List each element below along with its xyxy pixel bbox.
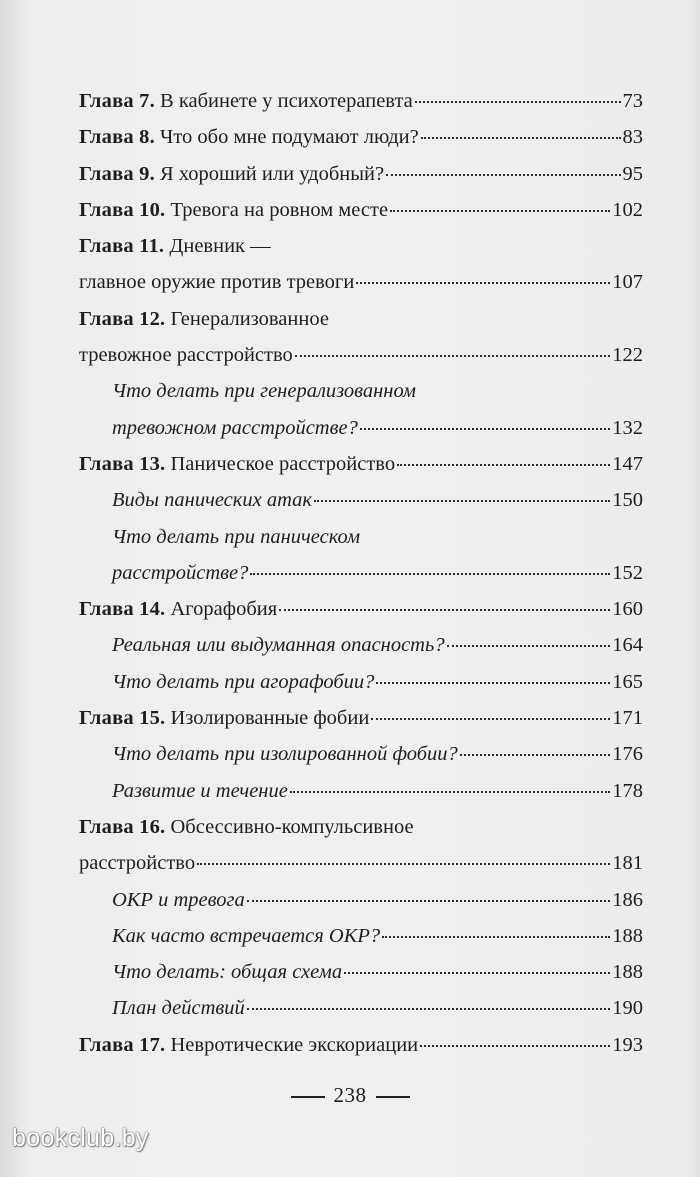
leader-dots bbox=[360, 428, 610, 430]
leader-dots bbox=[279, 609, 610, 611]
toc-subentry-line bbox=[79, 519, 643, 555]
leader-dots bbox=[314, 500, 610, 502]
leader-dots bbox=[247, 900, 611, 902]
section-title: Что делать при агорафобии? bbox=[112, 670, 375, 693]
chapter-label: Глава 13. bbox=[79, 452, 166, 475]
toc-subentry bbox=[79, 954, 643, 990]
leader-dots bbox=[376, 682, 610, 684]
page-ref: 171 bbox=[612, 707, 643, 730]
chapter-title: Паническое расстройство bbox=[170, 452, 396, 475]
chapter-title-cont: главное оружие против тревоги bbox=[79, 271, 355, 294]
watermark: bookclub.by bbox=[12, 1124, 149, 1152]
chapter-label: Глава 7. bbox=[79, 90, 155, 112]
leader-dots bbox=[290, 791, 610, 793]
page-ref: 150 bbox=[612, 489, 643, 512]
toc-entry-line bbox=[79, 301, 643, 337]
page-ref: 186 bbox=[612, 888, 643, 911]
leader-dots bbox=[390, 210, 610, 212]
toc-entry bbox=[79, 446, 643, 482]
section-title: Что делать при изолированной фобии? bbox=[112, 743, 458, 766]
leader-dots bbox=[250, 573, 610, 575]
section-title: Что делать при паническом bbox=[112, 525, 361, 548]
page-ref: 181 bbox=[612, 852, 643, 875]
section-title: Как часто встречается ОКР? bbox=[112, 924, 381, 947]
chapter-label: Глава 8. bbox=[79, 126, 155, 149]
leader-dots bbox=[386, 174, 620, 176]
page-footer bbox=[0, 1083, 700, 1108]
section-title: Что делать при генерализованном bbox=[112, 380, 417, 403]
toc-entry-line bbox=[79, 809, 643, 845]
chapter-label: Глава 15. bbox=[79, 707, 166, 730]
chapter-label: Глава 9. bbox=[79, 162, 155, 185]
chapter-title: Что обо мне подумают люди? bbox=[160, 126, 419, 149]
chapter-title: Дневник — bbox=[169, 235, 271, 258]
page-ref: 152 bbox=[612, 561, 643, 584]
page-ref: 102 bbox=[612, 198, 643, 221]
toc-entry bbox=[79, 700, 643, 736]
chapter-label: Глава 11. bbox=[79, 235, 165, 258]
toc-subentry bbox=[79, 627, 643, 663]
page-ref: 95 bbox=[622, 162, 643, 185]
leader-dots bbox=[420, 1045, 610, 1047]
page-ref: 178 bbox=[612, 779, 643, 802]
toc-entry bbox=[79, 192, 643, 228]
leader-dots bbox=[356, 282, 610, 284]
section-title: Виды панических атак bbox=[112, 489, 312, 512]
toc-subentry bbox=[79, 918, 643, 954]
section-title: Что делать: общая схема bbox=[112, 961, 343, 984]
section-title: ОКР и тревога bbox=[112, 888, 245, 911]
toc-entry bbox=[79, 119, 643, 155]
page-ref: 188 bbox=[612, 924, 643, 947]
chapter-title: Тревога на ровном месте bbox=[170, 198, 389, 221]
toc-subentry bbox=[79, 773, 643, 809]
page-ref: 188 bbox=[612, 961, 643, 984]
leader-dots bbox=[197, 863, 610, 865]
toc-entry bbox=[79, 591, 643, 627]
toc-entry-line bbox=[79, 264, 643, 300]
footer-dash-left bbox=[291, 1096, 325, 1098]
page-ref: 160 bbox=[612, 598, 643, 621]
section-title: Развитие и течение bbox=[112, 779, 288, 802]
page-ref: 73 bbox=[622, 90, 643, 112]
page-ref: 132 bbox=[612, 416, 643, 439]
chapter-label: Глава 10. bbox=[79, 198, 166, 221]
table-of-contents bbox=[79, 83, 643, 1063]
toc-entry-line bbox=[79, 228, 643, 264]
chapter-title: Невротические экскориации bbox=[170, 1033, 419, 1056]
page-ref: 176 bbox=[612, 743, 643, 766]
chapter-label: Глава 16. bbox=[79, 815, 166, 838]
toc-entry-line bbox=[79, 337, 643, 373]
leader-dots bbox=[460, 754, 610, 756]
chapter-label: Глава 14. bbox=[79, 598, 166, 621]
toc-subentry bbox=[79, 990, 643, 1026]
page-ref: 165 bbox=[612, 670, 643, 693]
chapter-title: Агорафобия bbox=[170, 598, 278, 621]
chapter-label: Глава 12. bbox=[79, 307, 166, 330]
page-ref: 164 bbox=[612, 634, 643, 657]
toc-subentry bbox=[79, 736, 643, 772]
page-ref: 147 bbox=[612, 452, 643, 475]
leader-dots bbox=[247, 1008, 610, 1010]
leader-dots bbox=[415, 101, 621, 103]
leader-dots bbox=[371, 718, 610, 720]
toc-subentry bbox=[79, 882, 643, 918]
page-number: 238 bbox=[333, 1083, 367, 1107]
page-ref: 122 bbox=[612, 344, 643, 367]
chapter-title-cont: расстройство bbox=[79, 852, 196, 875]
toc-entry-line bbox=[79, 845, 643, 881]
page-ref: 107 bbox=[612, 271, 643, 294]
chapter-title-cont: тревожное расстройство bbox=[79, 344, 293, 367]
section-title: Реальная или выдуманная опасность? bbox=[112, 634, 445, 657]
chapter-title: В кабинете у психотерапевта bbox=[160, 90, 413, 112]
toc-subentry-line bbox=[79, 410, 643, 446]
toc-entry bbox=[79, 156, 643, 192]
chapter-label: Глава 17. bbox=[79, 1033, 166, 1056]
chapter-title: Я хороший или удобный? bbox=[160, 162, 385, 185]
chapter-title: Изолированные фобии bbox=[170, 707, 370, 730]
leader-dots bbox=[382, 936, 610, 938]
leader-dots bbox=[397, 464, 610, 466]
toc-subentry-line bbox=[79, 373, 643, 409]
section-title-cont: тревожном расстройстве? bbox=[112, 416, 358, 439]
footer-dash-right bbox=[376, 1096, 410, 1098]
page-ref: 83 bbox=[622, 126, 643, 149]
section-title-cont: расстройстве? bbox=[112, 561, 249, 584]
toc-subentry bbox=[79, 482, 643, 518]
chapter-title: Обсессивно-компульсивное bbox=[170, 815, 414, 838]
toc-subentry-line bbox=[79, 555, 643, 591]
page-ref: 193 bbox=[612, 1033, 643, 1056]
chapter-title: Генерализованное bbox=[170, 307, 329, 330]
toc-entry bbox=[79, 1027, 643, 1063]
section-title: План действий bbox=[112, 997, 245, 1020]
toc-entry bbox=[79, 83, 643, 119]
leader-dots bbox=[447, 645, 611, 647]
page-ref: 190 bbox=[612, 997, 643, 1020]
leader-dots bbox=[344, 972, 610, 974]
toc-subentry bbox=[79, 664, 643, 700]
leader-dots bbox=[295, 355, 610, 357]
leader-dots bbox=[421, 137, 621, 139]
